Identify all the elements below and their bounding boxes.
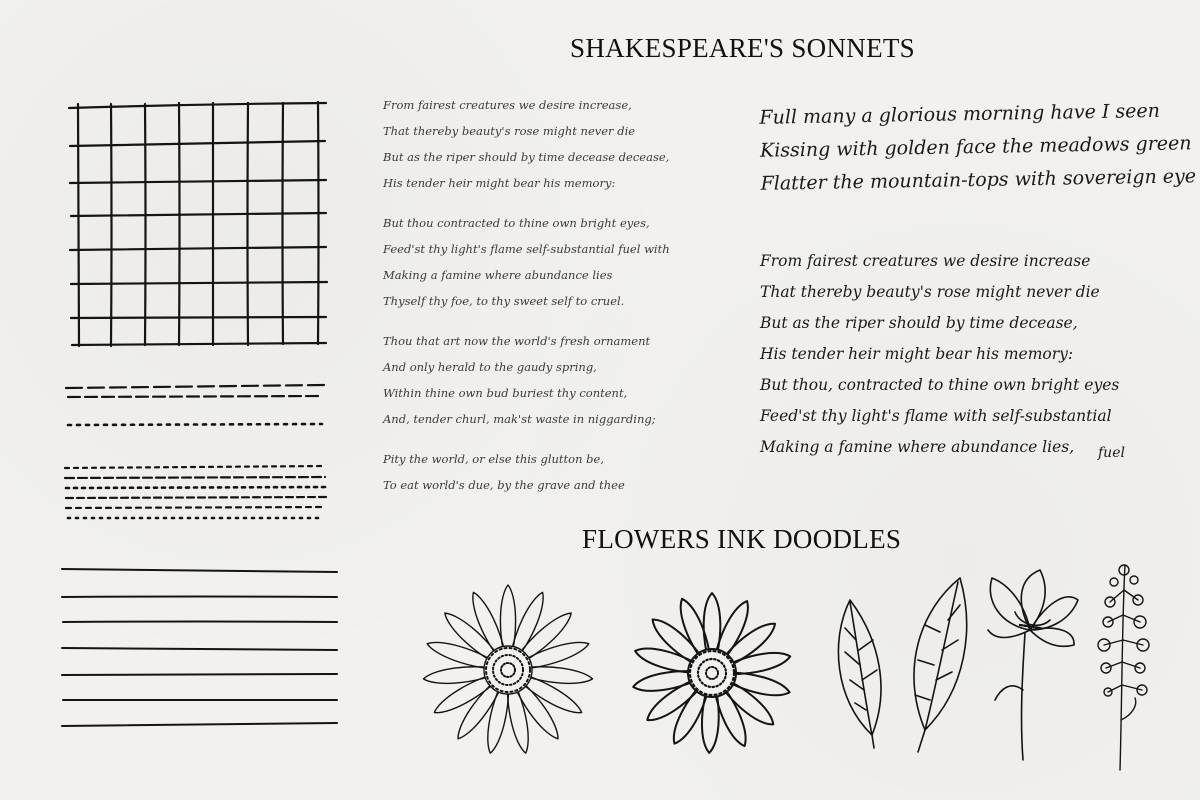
sonnet-line: Flatter the mountain-tops with sovereign eye — [760, 165, 1197, 195]
sonnet-line: But thou contracted to thine own bright eyes, — [383, 216, 650, 230]
sonnet-line: Full many a glorious morning have I seen — [759, 99, 1161, 129]
sonnet-line: Thyself thy foe, to thy sweet self to cruel. — [383, 294, 625, 308]
sonnet-line: That thereby beauty's rose might never die — [383, 124, 636, 138]
sonnet-line: From fairest creatures we desire increase, — [383, 98, 632, 112]
sonnet-line: Kissing with golden face the meadows green — [759, 132, 1192, 162]
sonnet-line: From fairest creatures we desire increase — [760, 252, 1091, 270]
sonnet-line: But thou, contracted to thine own bright eyes — [760, 376, 1120, 394]
flowers-heading: FLOWERS INK DOODLES — [582, 524, 902, 554]
sonnet-line: To eat world's due, by the grave and thee — [383, 478, 625, 492]
daisy-doodle — [423, 585, 594, 755]
sonnet-line: Within thine own bud buriest thy content, — [383, 386, 628, 400]
leaf-doodle — [914, 578, 967, 752]
sonnet-line: His tender heir might bear his memory: — [383, 176, 616, 190]
solid-line-samples — [62, 569, 337, 726]
ink-grid — [69, 102, 327, 346]
sonnet-line: Thou that art now the world's fresh ornament — [383, 334, 651, 348]
cosmos-flower-doodle — [988, 570, 1078, 760]
sonnet-line: But as the riper should by time decease, — [760, 314, 1078, 332]
sonnet-line: Feed'st thy light's flame self-substantial fuel with — [383, 242, 670, 256]
lavender-sprig-doodle — [1098, 565, 1149, 770]
sonnet-line: But as the riper should by time decease decease, — [383, 150, 670, 164]
leaf-doodle — [838, 600, 881, 748]
sonnet-line: Making a famine where abundance lies, — [760, 438, 1075, 456]
sonnet-line: Making a famine where abundance lies — [383, 268, 613, 282]
sonnet-line: Pity the world, or else this glutton be, — [383, 452, 604, 466]
sonnet-line: Feed'st thy light's flame with self-substantial — [760, 407, 1112, 425]
daisy-doodle-bold — [632, 593, 792, 753]
sonnet-line: That thereby beauty's rose might never die — [760, 283, 1100, 301]
sonnet-line: His tender heir might bear his memory: — [760, 345, 1074, 363]
fuel-annotation: fuel — [1098, 445, 1125, 461]
sonnet-line: And only herald to the gaudy spring, — [383, 360, 597, 374]
dashed-line-samples — [65, 385, 326, 518]
sonnet-line: And, tender churl, mak'st waste in niggarding; — [383, 412, 656, 426]
sonnets-heading: SHAKESPEARE'S SONNETS — [570, 33, 915, 63]
